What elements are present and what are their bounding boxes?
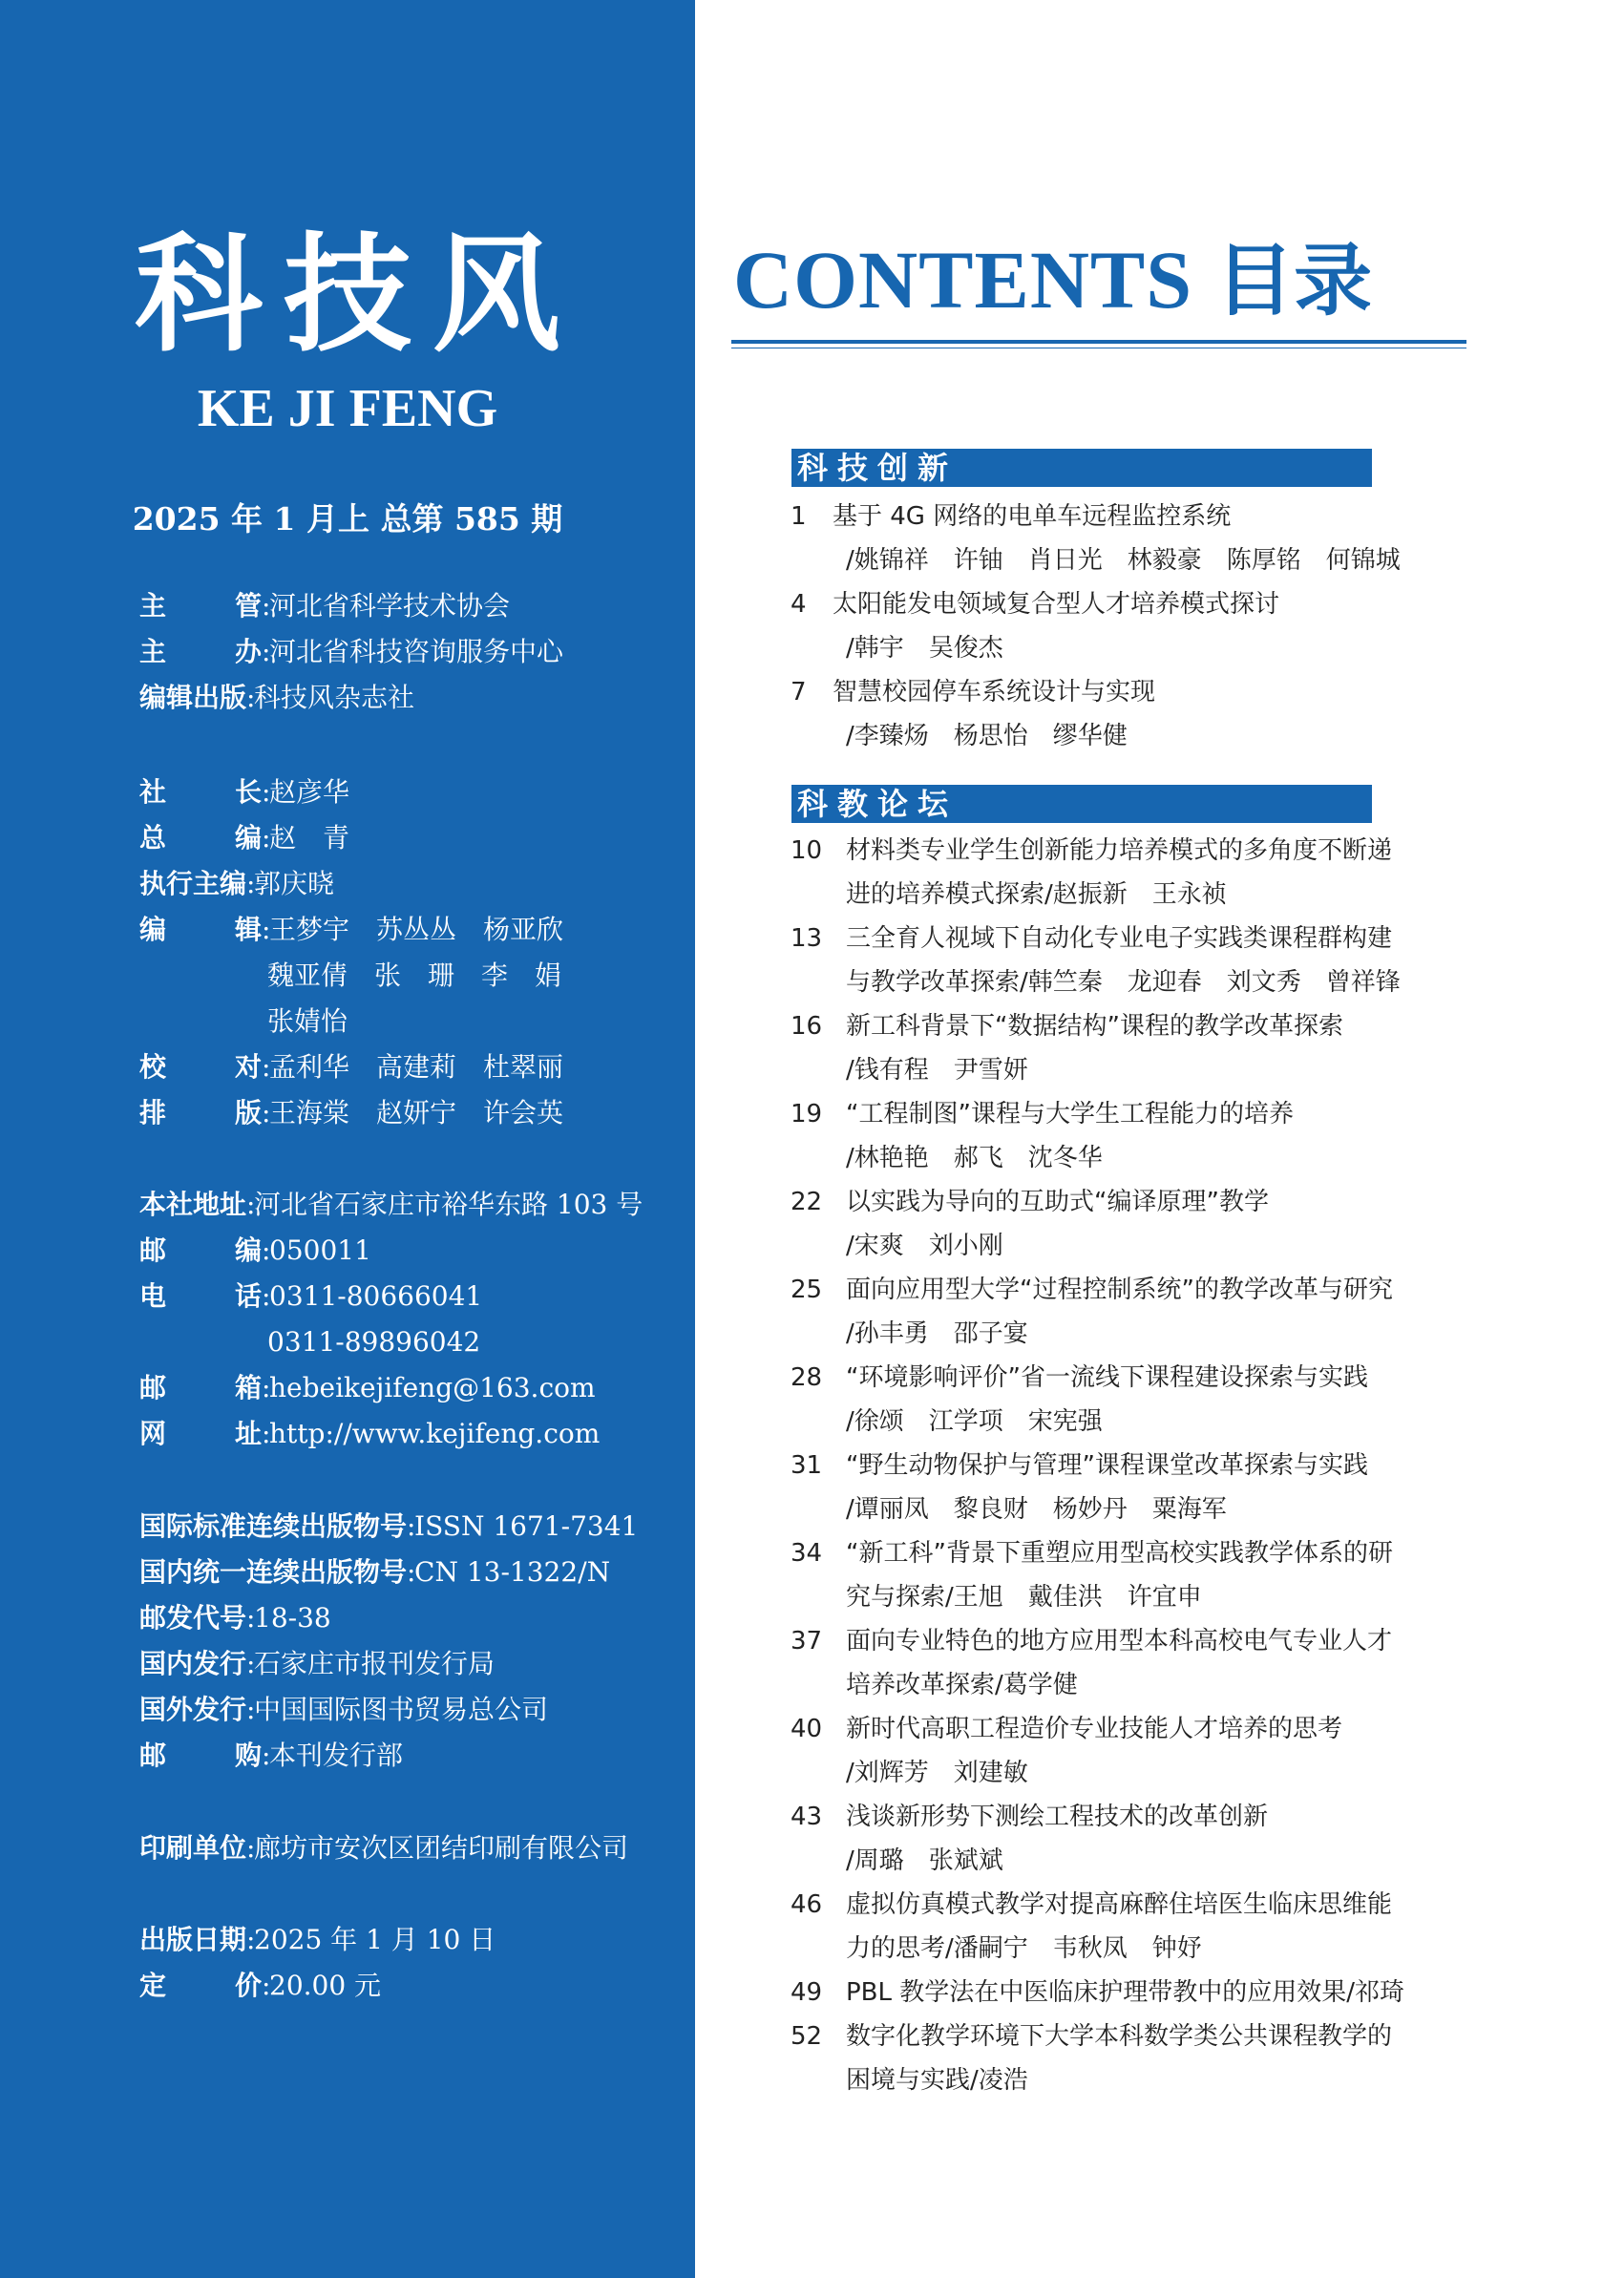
toc-entry-line	[0, 626, 1624, 670]
info-label: 主管	[139, 590, 262, 622]
toc-entry-line	[0, 1312, 1624, 1356]
info-value: 科技风杂志社	[254, 682, 415, 713]
toc-page-number: 46	[791, 1890, 823, 1919]
info-value: 廊坊市安次区团结印刷有限公司	[254, 1832, 629, 1864]
toc-entry-text: 浅谈新形势下测绘工程技术的改革创新	[846, 1803, 1269, 1831]
info-colon: :	[262, 776, 271, 808]
info-label: 编辑出版	[139, 682, 247, 713]
toc-entry-text: /宋爽 刘小刚	[846, 1232, 1003, 1260]
toc-page-number: 16	[791, 1012, 823, 1041]
info-value: 0311-89896042	[267, 1326, 481, 1358]
toc-entry-text: 力的思考/潘嗣宁 韦秋凤 钟妤	[846, 1934, 1202, 1963]
info-colon: :	[262, 822, 271, 854]
toc-entry-line	[0, 1224, 1624, 1268]
info-colon: :	[246, 1648, 256, 1679]
info-value: http://www.kejifeng.com	[269, 1418, 601, 1449]
info-label: 邮箱	[139, 1372, 262, 1403]
toc-entry-text: 培养改革探索/葛学健	[846, 1671, 1078, 1699]
info-label: 主办	[139, 636, 262, 667]
toc-page-number: 34	[791, 1539, 823, 1568]
info-colon: :	[246, 868, 256, 899]
toc-entry-text: 基于 4G 网络的电单车远程监控系统	[833, 502, 1232, 531]
info-colon: :	[262, 1051, 271, 1083]
toc-page-number: 13	[791, 924, 823, 953]
toc-entry-line	[0, 1531, 1624, 1575]
toc-entry-line	[0, 1707, 1624, 1751]
toc-entry-line	[0, 1575, 1624, 1619]
info-colon: :	[246, 1832, 256, 1864]
toc-entry-text: 数字化教学环境下大学本科数学类公共课程教学的	[846, 2022, 1393, 2051]
toc-entry-text: “工程制图”课程与大学生工程能力的培养	[846, 1100, 1294, 1128]
info-value: 赵 青	[269, 822, 350, 854]
toc-entry-text: /徐颂 江学项 宋宪强	[846, 1407, 1103, 1436]
toc-entry-text: “新工科”背景下重塑应用型高校实践教学体系的研	[846, 1539, 1393, 1568]
info-value: 18-38	[254, 1602, 331, 1634]
toc-entry-text: /姚锦祥 许铀 肖日光 林毅豪 陈厚铭 何锦城	[846, 546, 1401, 575]
info-value: 河北省科学技术协会	[269, 590, 511, 622]
toc-entry-text: /谭丽凤 黎良财 杨妙丹 粟海军	[846, 1495, 1227, 1524]
toc-page-number: 28	[791, 1363, 823, 1392]
toc-entry-line	[0, 1795, 1624, 1839]
info-value: 郭庆晓	[254, 868, 335, 899]
toc-entry-text: /周璐 张斌斌	[846, 1846, 1003, 1875]
issue-line: 2025 年 1 月上 总第 585 期	[132, 500, 563, 538]
toc-page-number: 25	[791, 1276, 823, 1304]
toc-entry-line	[0, 960, 1624, 1004]
info-label: 邮编	[139, 1234, 262, 1266]
info-value: hebeikejifeng@163.com	[269, 1372, 596, 1403]
info-value: 2025 年 1 月 10 日	[254, 1924, 496, 1955]
toc-entry-text: 新工科背景下“数据结构”课程的教学改革探索	[846, 1012, 1343, 1041]
info-colon: :	[262, 1970, 271, 2001]
contents-title-zh: 目录	[1215, 235, 1373, 327]
info-colon: :	[262, 1234, 271, 1266]
info-label: 社长	[139, 776, 262, 808]
info-colon: :	[246, 1694, 256, 1725]
toc-page-number: 31	[791, 1451, 823, 1480]
info-value: 赵彦华	[269, 776, 350, 808]
info-value: 20.00 元	[269, 1970, 382, 2001]
toc-entry-line	[0, 714, 1624, 758]
info-value: 中国国际图书贸易总公司	[254, 1694, 549, 1725]
info-label: 邮购	[139, 1740, 262, 1771]
info-value: 050011	[269, 1234, 371, 1266]
toc-entry-text: 困境与实践/凌浩	[846, 2066, 1028, 2095]
info-value: 本刊发行部	[269, 1740, 404, 1771]
toc-page-number: 10	[791, 836, 823, 865]
toc-entry-text: 面向应用型大学“过程控制系统”的教学改革与研究	[846, 1276, 1393, 1304]
info-row	[139, 771, 349, 813]
info-value: 孟利华 高建莉 杜翠丽	[269, 1051, 564, 1083]
section-header-education: 科教论坛	[791, 785, 1372, 823]
info-label: 国内统一连续出版物号	[139, 1556, 408, 1588]
contents-rule	[731, 340, 1466, 344]
toc-entry-text: “野生动物保护与管理”课程课堂改革探索与实践	[846, 1451, 1368, 1480]
info-colon: :	[262, 1280, 271, 1312]
magazine-title: 科技风	[134, 219, 581, 369]
info-value: CN 13-1322/N	[414, 1556, 611, 1588]
info-value: 河北省科技咨询服务中心	[269, 636, 564, 667]
info-value: 王海棠 赵妍宁 许会英	[269, 1097, 564, 1128]
info-label: 编辑	[139, 914, 262, 945]
toc-page-number: 1	[791, 502, 807, 531]
contents-heading	[733, 227, 1372, 355]
info-colon: :	[262, 590, 271, 622]
contents-title-en: CONTENTS	[733, 234, 1193, 326]
toc-entry-line	[0, 917, 1624, 960]
toc-page-number: 4	[791, 590, 807, 619]
info-label: 国外发行	[139, 1694, 247, 1725]
toc-entry-line	[0, 2058, 1624, 2102]
toc-entry-line	[0, 873, 1624, 917]
toc-entry-line	[0, 1751, 1624, 1795]
info-label: 国内发行	[139, 1648, 247, 1679]
toc-entry-text: /钱有程 尹雪妍	[846, 1056, 1028, 1085]
toc-page-number: 19	[791, 1100, 823, 1128]
toc-entry-text: 新时代高职工程造价专业技能人才培养的思考	[846, 1715, 1343, 1743]
info-colon: :	[246, 1602, 256, 1634]
info-label: 网址	[139, 1418, 262, 1449]
toc-entry-line	[0, 1883, 1624, 1927]
toc-page-number: 37	[791, 1627, 823, 1656]
toc-entry-text: /林艳艳 郝飞 沈冬华	[846, 1144, 1103, 1172]
toc-entry-line	[0, 1400, 1624, 1444]
info-colon: :	[262, 636, 271, 667]
info-colon: :	[246, 1924, 256, 1955]
section-header-innovation: 科技创新	[791, 449, 1372, 487]
toc-entry-line	[0, 1839, 1624, 1883]
toc-entry-line	[0, 2014, 1624, 2058]
toc-entry-text: 面向专业特色的地方应用型本科高校电气专业人才	[846, 1627, 1393, 1656]
info-label: 电话	[139, 1280, 262, 1312]
info-label: 本社地址	[139, 1189, 247, 1220]
toc-entry-line	[0, 1180, 1624, 1224]
toc-entry-line	[0, 1927, 1624, 1971]
info-value: 王梦宇 苏丛丛 杨亚欣	[269, 914, 564, 945]
info-label: 国际标准连续出版物号	[139, 1510, 408, 1542]
toc-page-number: 49	[791, 1978, 823, 2007]
info-value: 石家庄市报刊发行局	[254, 1648, 496, 1679]
toc-entry-text: /刘辉芳 刘建敏	[846, 1759, 1028, 1787]
info-label: 印刷单位	[139, 1832, 247, 1864]
toc-page-number: 43	[791, 1803, 823, 1831]
toc-entry-text: 虚拟仿真模式教学对提高麻醉住培医生临床思维能	[846, 1890, 1393, 1919]
info-value: 0311-80666041	[269, 1280, 483, 1312]
toc-entry-line	[0, 1268, 1624, 1312]
toc-entry-line	[0, 670, 1624, 714]
info-value: 张婧怡	[267, 1005, 348, 1037]
toc-entry-text: /韩宇 吴俊杰	[846, 634, 1003, 663]
info-label: 出版日期	[139, 1924, 247, 1955]
info-value: 河北省石家庄市裕华东路 103 号	[254, 1189, 643, 1220]
info-colon: :	[246, 1189, 256, 1220]
toc-entry-text: /孙丰勇 邵子宴	[846, 1319, 1028, 1348]
toc-entry-line	[0, 1048, 1624, 1092]
toc-entry-text: “环境影响评价”省一流线下课程建设探索与实践	[846, 1363, 1368, 1392]
toc-entry-line	[0, 582, 1624, 626]
info-label: 定价	[139, 1970, 262, 2001]
toc-entry-line	[0, 495, 1624, 538]
info-label: 执行主编	[139, 868, 247, 899]
toc-entry-text: 太阳能发电领域复合型人才培养模式探讨	[833, 590, 1280, 619]
info-colon: :	[262, 1418, 271, 1449]
info-value: ISSN 1671-7341	[414, 1510, 639, 1542]
info-label: 总编	[139, 822, 262, 854]
toc-entry-line	[0, 538, 1624, 582]
toc-entry-line	[0, 1663, 1624, 1707]
info-label: 校对	[139, 1051, 262, 1083]
toc-page-number: 7	[791, 678, 807, 707]
toc-entry-line	[0, 1444, 1624, 1487]
toc-entry-text: 材料类专业学生创新能力培养模式的多角度不断递	[846, 836, 1393, 865]
toc-entry-line	[0, 1356, 1624, 1400]
info-colon: :	[407, 1510, 416, 1542]
toc-entry-text: 究与探索/王旭 戴佳洪 许宜申	[846, 1583, 1202, 1612]
toc-entry-line	[0, 1004, 1624, 1048]
toc-entry-line	[0, 1092, 1624, 1136]
toc-page-number: 22	[791, 1188, 823, 1216]
toc-entry-line	[0, 1136, 1624, 1180]
info-colon: :	[262, 914, 271, 945]
toc-entry-text: 以实践为导向的互助式“编译原理”教学	[846, 1188, 1269, 1216]
toc-entry-text: 三全育人视域下自动化专业电子实践类课程群构建	[846, 924, 1393, 953]
info-colon: :	[246, 682, 256, 713]
toc-entry-line	[0, 1971, 1624, 2014]
info-colon: :	[262, 1097, 271, 1128]
toc-entry-text: 与教学改革探索/韩竺秦 龙迎春 刘文秀 曾祥锋	[846, 968, 1401, 997]
toc-page-number: 52	[791, 2022, 823, 2051]
magazine-pinyin: KE JI FENG	[197, 379, 498, 438]
toc-entry-text: PBL 教学法在中医临床护理带教中的应用效果/祁琦	[846, 1978, 1405, 2007]
toc-entry-line	[0, 1487, 1624, 1531]
info-colon: :	[407, 1556, 416, 1588]
toc-entry-text: 智慧校园停车系统设计与实现	[833, 678, 1156, 707]
toc-entry-text: 进的培养模式探索/赵振新 王永祯	[846, 880, 1227, 909]
toc-page-number: 40	[791, 1715, 823, 1743]
info-value: 魏亚倩 张 珊 李 娟	[267, 960, 562, 991]
info-colon: :	[262, 1372, 271, 1403]
toc-entry-line	[0, 829, 1624, 873]
info-label: 排版	[139, 1097, 262, 1128]
toc-entry-text: /李臻炀 杨思怡 缪华健	[846, 722, 1128, 750]
toc-entry-line	[0, 1619, 1624, 1663]
info-colon: :	[262, 1740, 271, 1771]
info-label: 邮发代号	[139, 1602, 247, 1634]
